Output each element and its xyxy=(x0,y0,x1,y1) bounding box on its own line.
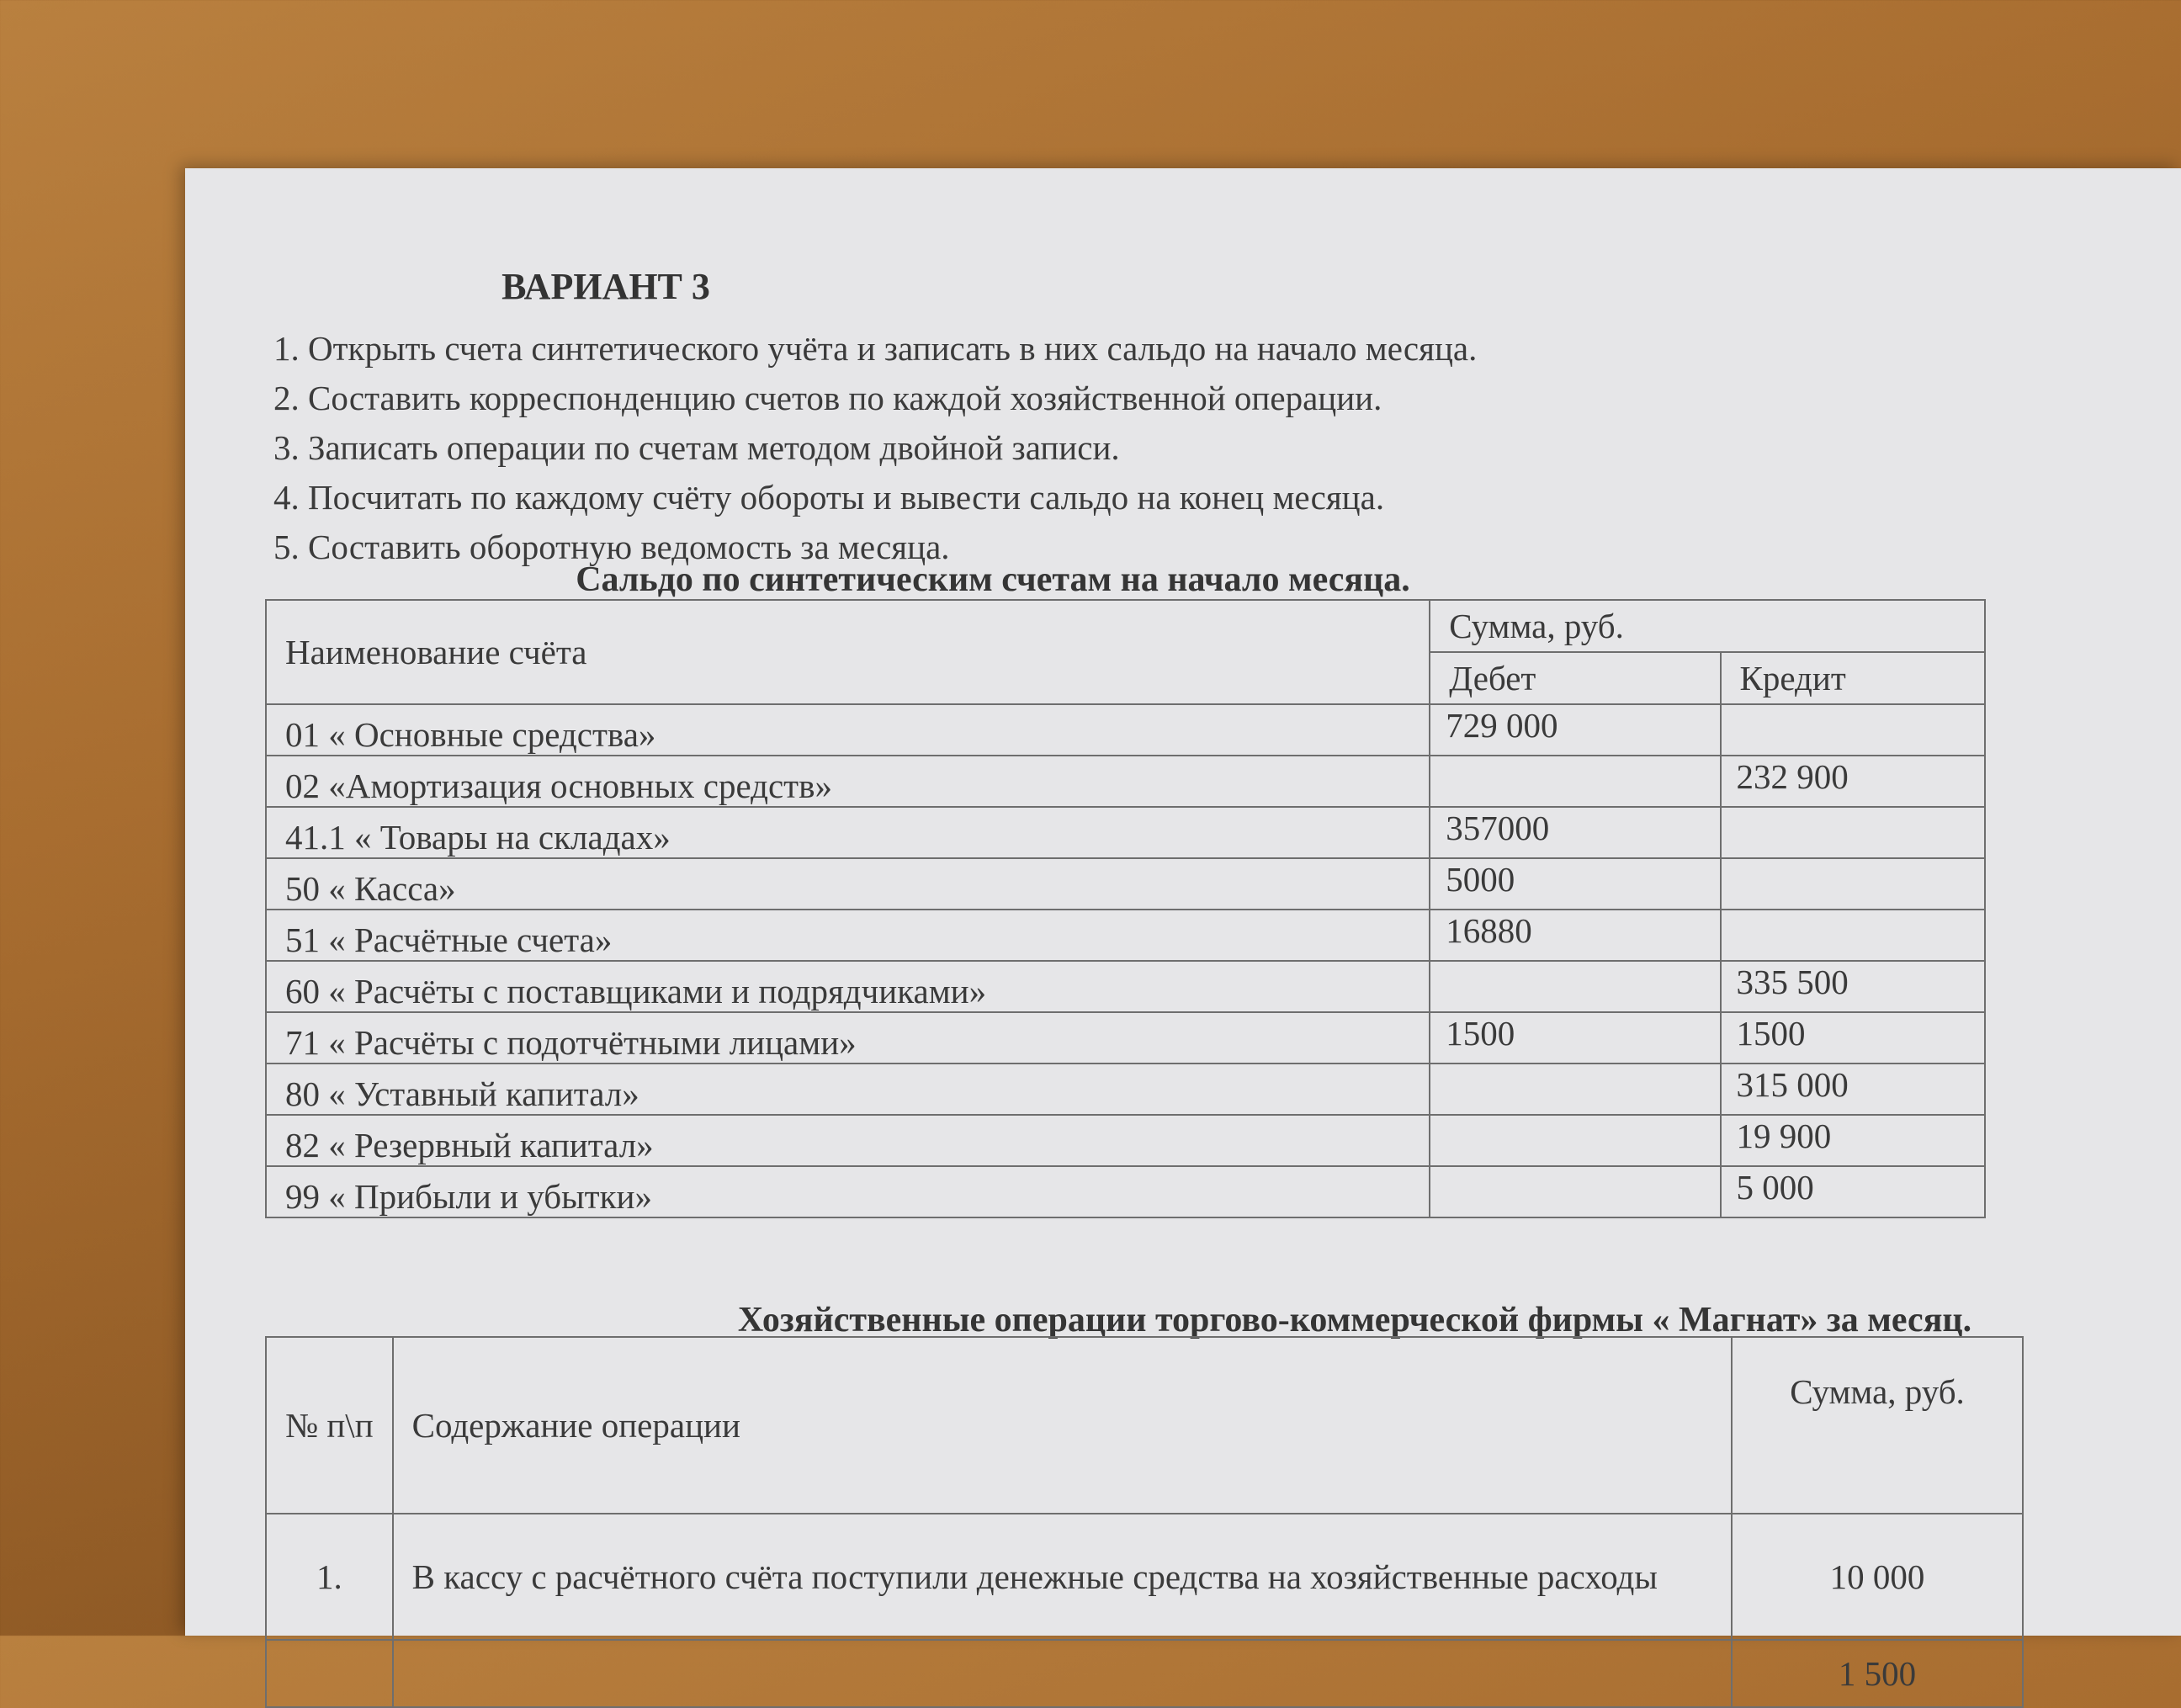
credit-cell xyxy=(1721,910,1985,961)
column-header-debit: Дебет xyxy=(1430,652,1720,704)
credit-cell: 5 000 xyxy=(1721,1166,1985,1217)
column-header-credit: Кредит xyxy=(1721,652,1985,704)
account-cell: 41.1 « Товары на складах» xyxy=(266,807,1430,858)
table-row xyxy=(266,1115,1985,1166)
table-row xyxy=(266,1064,1985,1115)
credit-cell: 315 000 xyxy=(1721,1064,1985,1115)
account-cell: 60 « Расчёты с поставщиками и подрядчиками» xyxy=(266,961,1430,1012)
table-row xyxy=(266,756,1985,807)
table-row xyxy=(266,1012,1985,1064)
column-header-sum: Сумма, руб. xyxy=(1430,600,1985,652)
table-row xyxy=(266,1514,2023,1640)
task-list xyxy=(273,324,1477,572)
credit-cell: 1500 xyxy=(1721,1012,1985,1064)
table-row xyxy=(266,704,1985,756)
content-cell xyxy=(393,1640,1732,1707)
column-header-number: № п\п xyxy=(266,1337,393,1514)
sum-cell: 10 000 xyxy=(1732,1514,2023,1640)
balance-table xyxy=(265,599,1986,1218)
debit-cell xyxy=(1430,1064,1720,1115)
task-item: 2. Составить корреспонденцию счетов по каждой хозяйственной операции. xyxy=(273,379,1382,417)
account-cell: 01 « Основные средства» xyxy=(266,704,1430,756)
account-cell: 99 « Прибыли и убытки» xyxy=(266,1166,1430,1217)
credit-cell: 19 900 xyxy=(1721,1115,1985,1166)
number-cell: 1. xyxy=(266,1514,393,1640)
debit-cell xyxy=(1430,1166,1720,1217)
number-cell xyxy=(266,1640,393,1707)
credit-cell xyxy=(1721,807,1985,858)
debit-cell: 5000 xyxy=(1430,858,1720,910)
sum-cell: 1 500 xyxy=(1732,1640,2023,1707)
debit-cell xyxy=(1430,961,1720,1012)
debit-cell: 1500 xyxy=(1430,1012,1720,1064)
balance-table-caption: Сальдо по синтетическим счетам на начало месяца. xyxy=(576,560,1410,599)
credit-cell xyxy=(1721,704,1985,756)
account-cell: 02 «Амортизация основных средств» xyxy=(266,756,1430,807)
operations-table xyxy=(265,1336,2024,1708)
account-cell: 71 « Расчёты с подотчётными лицами» xyxy=(266,1012,1430,1064)
operations-table-caption: Хозяйственные операции торгово-коммерческой фирмы « Магнат» за месяц. xyxy=(737,1301,1972,1339)
table-row xyxy=(266,910,1985,961)
task-item: 4. Посчитать по каждому счёту обороты и вывести сальдо на конец месяца. xyxy=(273,478,1385,517)
column-header-account: Наименование счёта xyxy=(266,600,1430,704)
task-item: 5. Составить оборотную ведомость за месяца. xyxy=(273,528,950,566)
account-cell: 80 « Уставный капитал» xyxy=(266,1064,1430,1115)
debit-cell: 357000 xyxy=(1430,807,1720,858)
debit-cell: 16880 xyxy=(1430,910,1720,961)
credit-cell: 232 900 xyxy=(1721,756,1985,807)
page-title: ВАРИАНТ 3 xyxy=(501,266,710,307)
debit-cell xyxy=(1430,1115,1720,1166)
column-header-content: Содержание операции xyxy=(393,1337,1732,1514)
credit-cell: 335 500 xyxy=(1721,961,1985,1012)
account-cell: 82 « Резервный капитал» xyxy=(266,1115,1430,1166)
account-cell: 51 « Расчётные счета» xyxy=(266,910,1430,961)
debit-cell: 729 000 xyxy=(1430,704,1720,756)
table-row xyxy=(266,858,1985,910)
table-row xyxy=(266,807,1985,858)
task-item: 3. Записать операции по счетам методом двойной записи. xyxy=(273,428,1120,467)
content-cell: В кассу с расчётного счёта поступили денежные средства на хозяйственные расходы xyxy=(393,1514,1732,1640)
credit-cell xyxy=(1721,858,1985,910)
debit-cell xyxy=(1430,756,1720,807)
account-cell: 50 « Касса» xyxy=(266,858,1430,910)
column-header-sum: Сумма, руб. xyxy=(1732,1337,2023,1514)
table-row xyxy=(266,1166,1985,1217)
task-item: 1. Открыть счета синтетического учёта и записать в них сальдо на начало месяца. xyxy=(273,329,1478,368)
table-row xyxy=(266,961,1985,1012)
table-row xyxy=(266,1640,2023,1707)
